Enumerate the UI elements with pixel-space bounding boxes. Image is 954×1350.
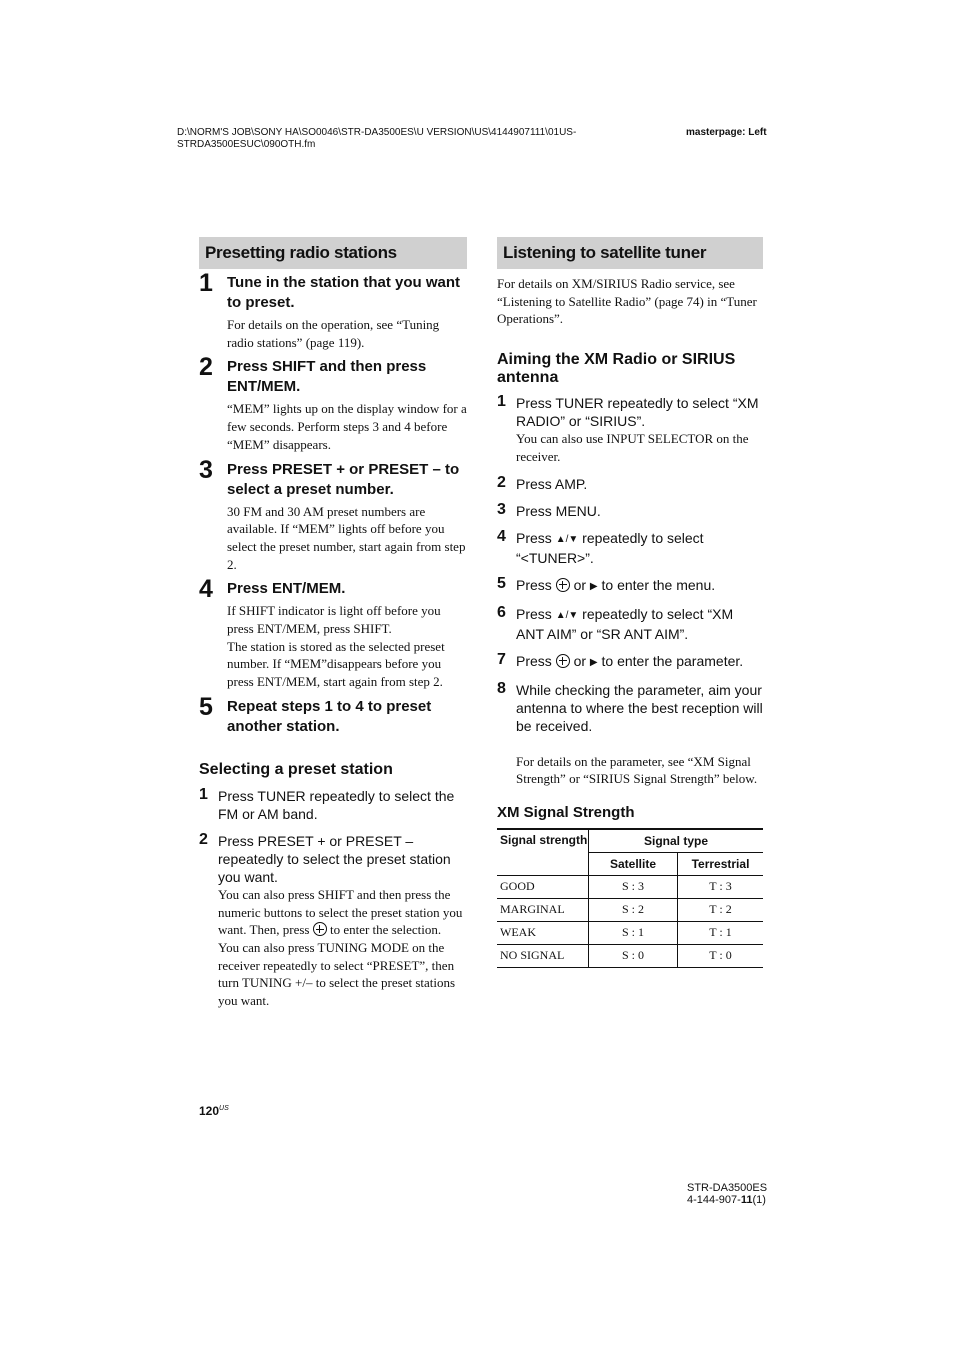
step-title: Press PRESET + or PRESET – to select a preset number. — [227, 460, 460, 498]
page-number-suffix: US — [219, 1105, 229, 1112]
col-signal-type: Signal type — [589, 829, 764, 853]
step-4 — [199, 575, 467, 691]
footer-model: STR-DA3500ES — [687, 1182, 768, 1194]
step-number: 5 — [497, 574, 506, 592]
up-down-arrow-icon: ▲/▼ — [555, 533, 579, 545]
step-title — [516, 605, 763, 643]
aim-step-5 — [497, 576, 763, 596]
aim-step-4 — [497, 529, 763, 567]
step-number: 2 — [199, 830, 208, 848]
step-title — [516, 576, 763, 596]
step-number: 1 — [199, 785, 208, 803]
step-5 — [199, 692, 467, 737]
step-title: Press TUNER repeatedly to select the FM or AM band. — [218, 787, 455, 822]
step-body-a: You can also press SHIFT and then press the numeric buttons to select the preset station you want. Then, press — [218, 886, 463, 938]
table-row — [497, 944, 763, 967]
step-number: 4 — [497, 527, 506, 545]
step-number: 7 — [497, 650, 506, 668]
right-column — [497, 237, 763, 968]
step-title: While checking the parameter, aim your antenna to where the best reception will be received. — [516, 681, 763, 734]
footer-part-number — [687, 1194, 767, 1206]
xm-signal-table — [497, 828, 763, 968]
footer-model-info — [687, 1182, 767, 1206]
step-body: If SHIFT indicator is light off before you press ENT/MEM, press SHIFT. — [227, 603, 441, 637]
step-number: 8 — [497, 679, 506, 697]
step-number: 3 — [497, 500, 506, 518]
step-title — [516, 529, 763, 567]
step-body — [218, 886, 467, 939]
step-body: For details on the operation, see “Tuning radio stations” (page 119). — [227, 317, 440, 350]
step-3 — [199, 455, 467, 574]
masterpage-label: masterpage: Left — [686, 127, 767, 138]
step-text-pre: Press — [516, 652, 552, 669]
cell-satellite: S : 1 — [589, 921, 678, 944]
col-satellite: Satellite — [589, 852, 678, 875]
step-title: Press MENU. — [516, 502, 601, 519]
step-body: “MEM” lights up on the display window for a few seconds. Perform steps 3 and 4 before “MEM” disappears. — [227, 401, 467, 452]
step-body-b: to enter the selection. — [329, 922, 442, 938]
table-row — [497, 921, 763, 944]
cell-terrestrial: T : 0 — [678, 944, 764, 967]
step-number: 1 — [199, 269, 213, 297]
step-title: Press SHIFT and then press ENT/MEM. — [227, 358, 427, 396]
cell-terrestrial: T : 3 — [678, 875, 764, 898]
aim-step-2 — [497, 475, 763, 493]
step-number: 2 — [199, 353, 213, 382]
table-row — [497, 875, 763, 898]
step-text-pre: Press — [516, 529, 552, 546]
aim-step-3 — [497, 502, 763, 520]
step-text-mid: or — [573, 652, 587, 669]
left-column — [199, 237, 467, 1010]
step-body-2: You can also press TUNING MODE on the receiver repeatedly to select “PRESET”, then turn TUNING +/– to select the preset stations you want. — [218, 939, 456, 1009]
enter-button-icon — [556, 654, 570, 668]
sub-step-1 — [199, 787, 467, 823]
enter-button-icon — [556, 578, 570, 592]
step-text-post: repeatedly to select “XM ANT AIM” or “SR ANT AIM”. — [516, 605, 734, 642]
step-number: 6 — [497, 603, 506, 621]
col-signal-strength: Signal strength — [497, 829, 589, 876]
parameter-note: For details on the parameter, see “XM Signal Strength” or “SIRIUS Signal Strength” below. — [516, 753, 758, 787]
cell-strength: GOOD — [497, 875, 589, 898]
step-body-2: The station is stored as the selected preset number. If “MEM”disappears before you press ENT/MEM, start again from step 2. — [227, 638, 445, 690]
step-text-pre: Press — [516, 605, 552, 622]
step-2 — [199, 353, 467, 453]
cell-terrestrial: T : 2 — [678, 898, 764, 921]
subsection-title-selecting: Selecting a preset station — [199, 760, 393, 778]
right-arrow-icon: ▶ — [589, 656, 598, 668]
step-1 — [199, 269, 467, 351]
sub-step-2 — [199, 832, 467, 1010]
step-number: 2 — [497, 473, 506, 491]
aim-step-1 — [497, 394, 763, 465]
cell-satellite: S : 3 — [589, 875, 678, 898]
step-title: Repeat steps 1 to 4 to preset another station. — [227, 697, 432, 735]
right-arrow-icon: ▶ — [589, 580, 598, 592]
section-title-presetting: Presetting radio stations — [199, 237, 467, 269]
intro-text: For details on XM/SIRIUS Radio service, see “Listening to Satellite Radio” (page 74) in “Tuner Operations”. — [497, 276, 757, 327]
subsection-title-aiming: Aiming the XM Radio or SIRIUS antenna — [497, 351, 736, 387]
enter-button-icon — [313, 922, 327, 936]
step-number: 1 — [497, 393, 506, 411]
step-text-mid: or — [573, 576, 587, 593]
aim-step-6 — [497, 605, 763, 643]
up-down-arrow-icon: ▲/▼ — [555, 609, 579, 621]
step-title: Tune in the station that you want to preset. — [227, 274, 461, 311]
table-row — [497, 898, 763, 921]
col-terrestrial: Terrestrial — [678, 852, 764, 875]
cell-satellite: S : 2 — [589, 898, 678, 921]
step-number: 5 — [199, 692, 213, 721]
file-path-line-2: STRDA3500ESUC\090OTH.fm — [177, 139, 316, 150]
step-title: Press TUNER repeatedly to select “XM RADIO” or “SIRIUS”. — [516, 395, 759, 430]
footer-part-bold: 11 — [740, 1194, 753, 1206]
cell-strength: NO SIGNAL — [497, 944, 589, 967]
step-body: You can also use INPUT SELECTOR on the receiver. — [516, 431, 749, 464]
step-title — [516, 652, 763, 672]
section-title-satellite: Listening to satellite tuner — [497, 237, 763, 269]
cell-strength: WEAK — [497, 921, 589, 944]
cell-strength: MARGINAL — [497, 898, 589, 921]
step-text-post: to enter the menu. — [601, 576, 716, 593]
cell-terrestrial: T : 1 — [678, 921, 764, 944]
step-number: 3 — [199, 455, 213, 484]
step-text-post: to enter the parameter. — [601, 652, 744, 669]
step-title: Press PRESET + or PRESET – repeatedly to select the preset station you want. — [218, 832, 451, 885]
table-title: XM Signal Strength — [497, 803, 635, 821]
step-text-pre: Press — [516, 576, 552, 593]
aim-step-8 — [497, 681, 763, 735]
page-number-value: 120 — [199, 1104, 220, 1118]
file-path-line-1: D:\NORM'S JOB\SONY HA\SO0046\STR-DA3500ES\U VERSION\US\4144907111\01US- — [177, 127, 577, 138]
cell-satellite: S : 0 — [589, 944, 678, 967]
step-title: Press AMP. — [516, 475, 588, 492]
footer-part-pre: 4-144-907- — [687, 1194, 741, 1206]
footer-part-post: (1) — [752, 1194, 766, 1206]
step-title: Press ENT/MEM. — [227, 580, 346, 598]
aim-step-7 — [497, 652, 763, 672]
step-body: 30 FM and 30 AM preset numbers are available. If “MEM” lights off before you select the preset number, start again from step 2. — [227, 503, 466, 572]
page-number — [199, 1104, 229, 1118]
step-text-post: repeatedly to select “<TUNER>”. — [516, 529, 704, 566]
file-path-header — [177, 127, 657, 151]
step-number: 4 — [199, 575, 213, 604]
